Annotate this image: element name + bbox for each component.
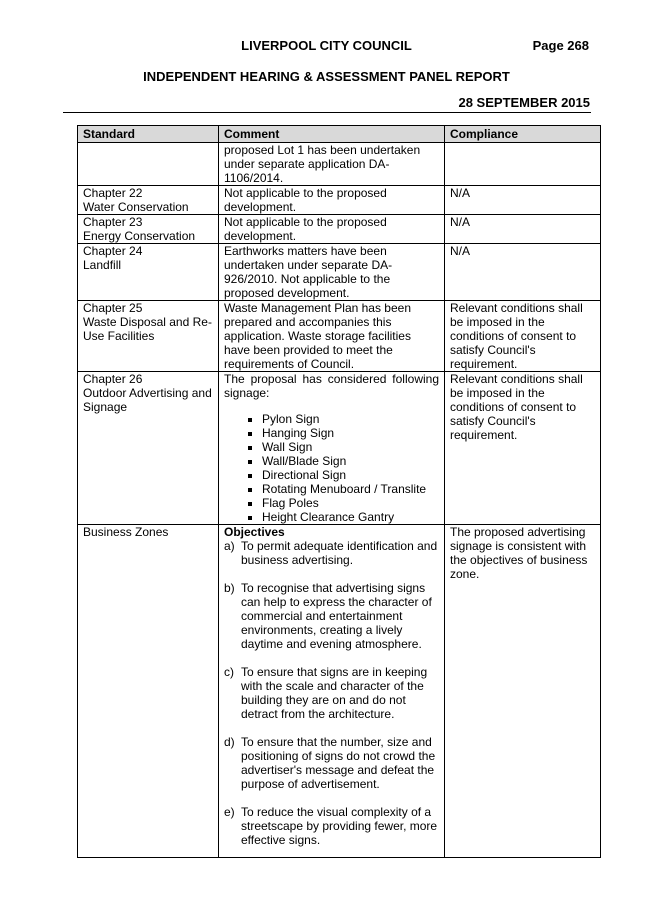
objective-label: d)	[224, 735, 235, 749]
list-item	[224, 665, 439, 721]
report-date: 28 SEPTEMBER 2015	[458, 95, 590, 110]
row5-chapter: Chapter 26	[83, 372, 143, 386]
objectives-list	[224, 539, 439, 847]
row5-comment	[219, 372, 445, 525]
table-row	[78, 372, 601, 525]
header-comment: Comment	[219, 126, 445, 143]
list-item: ▪ Hanging Sign	[262, 426, 439, 440]
list-item: ▪ Pylon Sign	[262, 412, 439, 426]
row4-standard	[78, 301, 219, 372]
report-title: INDEPENDENT HEARING & ASSESSMENT PANEL REPORT	[143, 69, 510, 84]
objective-text: To recognise that advertising signs can help to express the character of commercial and entertainment environments, creating a lively daytime and evening atmosphere.	[241, 581, 432, 651]
row2-compliance: N/A	[445, 215, 601, 244]
header-compliance: Compliance	[445, 126, 601, 143]
table-row	[78, 244, 601, 301]
objective-label: b)	[224, 581, 235, 595]
objective-label: c)	[224, 665, 234, 679]
objective-text: To permit adequate identification and business advertising.	[241, 539, 438, 567]
row6-standard: Business Zones	[78, 525, 219, 858]
list-item: ▪ Rotating Menuboard / Translite	[262, 482, 439, 496]
table-row	[78, 215, 601, 244]
row3-compliance: N/A	[445, 244, 601, 301]
list-item	[224, 735, 439, 791]
signage-intro: The proposal has considered following signage:	[224, 372, 439, 400]
row1-standard	[78, 186, 219, 215]
row1-compliance: N/A	[445, 186, 601, 215]
row1-chapter: Chapter 22	[83, 186, 143, 200]
list-item: ▪ Height Clearance Gantry	[262, 510, 439, 524]
objective-text: To reduce the visual complexity of a streetscape by providing fewer, more effective signs.	[241, 805, 438, 847]
objectives-title: Objectives	[224, 525, 285, 539]
row0-standard	[78, 143, 219, 186]
row4-compliance: Relevant conditions shall be imposed in the conditions of consent to satisfy Council's requirement.	[445, 301, 601, 372]
row5-compliance: Relevant conditions shall be imposed in the conditions of consent to satisfy Council's requirement.	[445, 372, 601, 525]
compliance-table	[77, 125, 601, 858]
objective-text: To ensure that the number, size and positioning of signs do not crowd the advertiser's message and defeat the purpose of advertisement.	[241, 735, 436, 791]
table-header-row	[78, 126, 601, 143]
row3-chapter: Chapter 24	[83, 244, 143, 258]
row3-standard	[78, 244, 219, 301]
council-name: LIVERPOOL CITY COUNCIL	[241, 38, 412, 53]
list-item: ▪ Directional Sign	[262, 468, 439, 482]
row3-title: Landfill	[83, 258, 122, 272]
table-row	[78, 186, 601, 215]
objective-label: a)	[224, 539, 235, 553]
table-row	[78, 525, 601, 858]
row5-title: Outdoor Advertising and Signage	[83, 386, 212, 414]
page-number: Page 268	[532, 38, 589, 53]
list-item	[224, 805, 439, 847]
table-row	[78, 301, 601, 372]
row4-chapter: Chapter 25	[83, 301, 143, 315]
row5-standard	[78, 372, 219, 525]
list-item: ▪ Wall/Blade Sign	[262, 454, 439, 468]
header-rule	[63, 112, 591, 113]
row6-comment	[219, 525, 445, 858]
row2-comment: Not applicable to the proposed development.	[219, 215, 445, 244]
table-row	[78, 143, 601, 186]
list-item: ▪ Flag Poles	[262, 496, 439, 510]
row3-comment: Earthworks matters have been undertaken under separate DA-926/2010. Not applicable to the proposed development.	[219, 244, 445, 301]
row0-comment: proposed Lot 1 has been undertaken under separate application DA-1106/2014.	[219, 143, 445, 186]
row0-compliance	[445, 143, 601, 186]
row2-standard	[78, 215, 219, 244]
row1-comment: Not applicable to the proposed development.	[219, 186, 445, 215]
row4-comment: Waste Management Plan has been prepared and accompanies this application. Waste storage facilities have been provided to meet the requirements of Council.	[219, 301, 445, 372]
row2-chapter: Chapter 23	[83, 215, 143, 229]
list-item	[224, 539, 439, 567]
objective-label: e)	[224, 805, 235, 819]
list-item: ▪ Wall Sign	[262, 440, 439, 454]
signage-list	[224, 412, 439, 524]
row2-title: Energy Conservation	[83, 229, 196, 243]
row4-title: Waste Disposal and Re-Use Facilities	[83, 315, 212, 343]
objective-text: To ensure that signs are in keeping with the scale and character of the building they are on and do not detract from the architecture.	[241, 665, 428, 721]
row1-title: Water Conservation	[83, 200, 189, 214]
header-standard: Standard	[78, 126, 219, 143]
row6-compliance: The proposed advertising signage is consistent with the objectives of business zone.	[445, 525, 601, 858]
list-item	[224, 581, 439, 651]
